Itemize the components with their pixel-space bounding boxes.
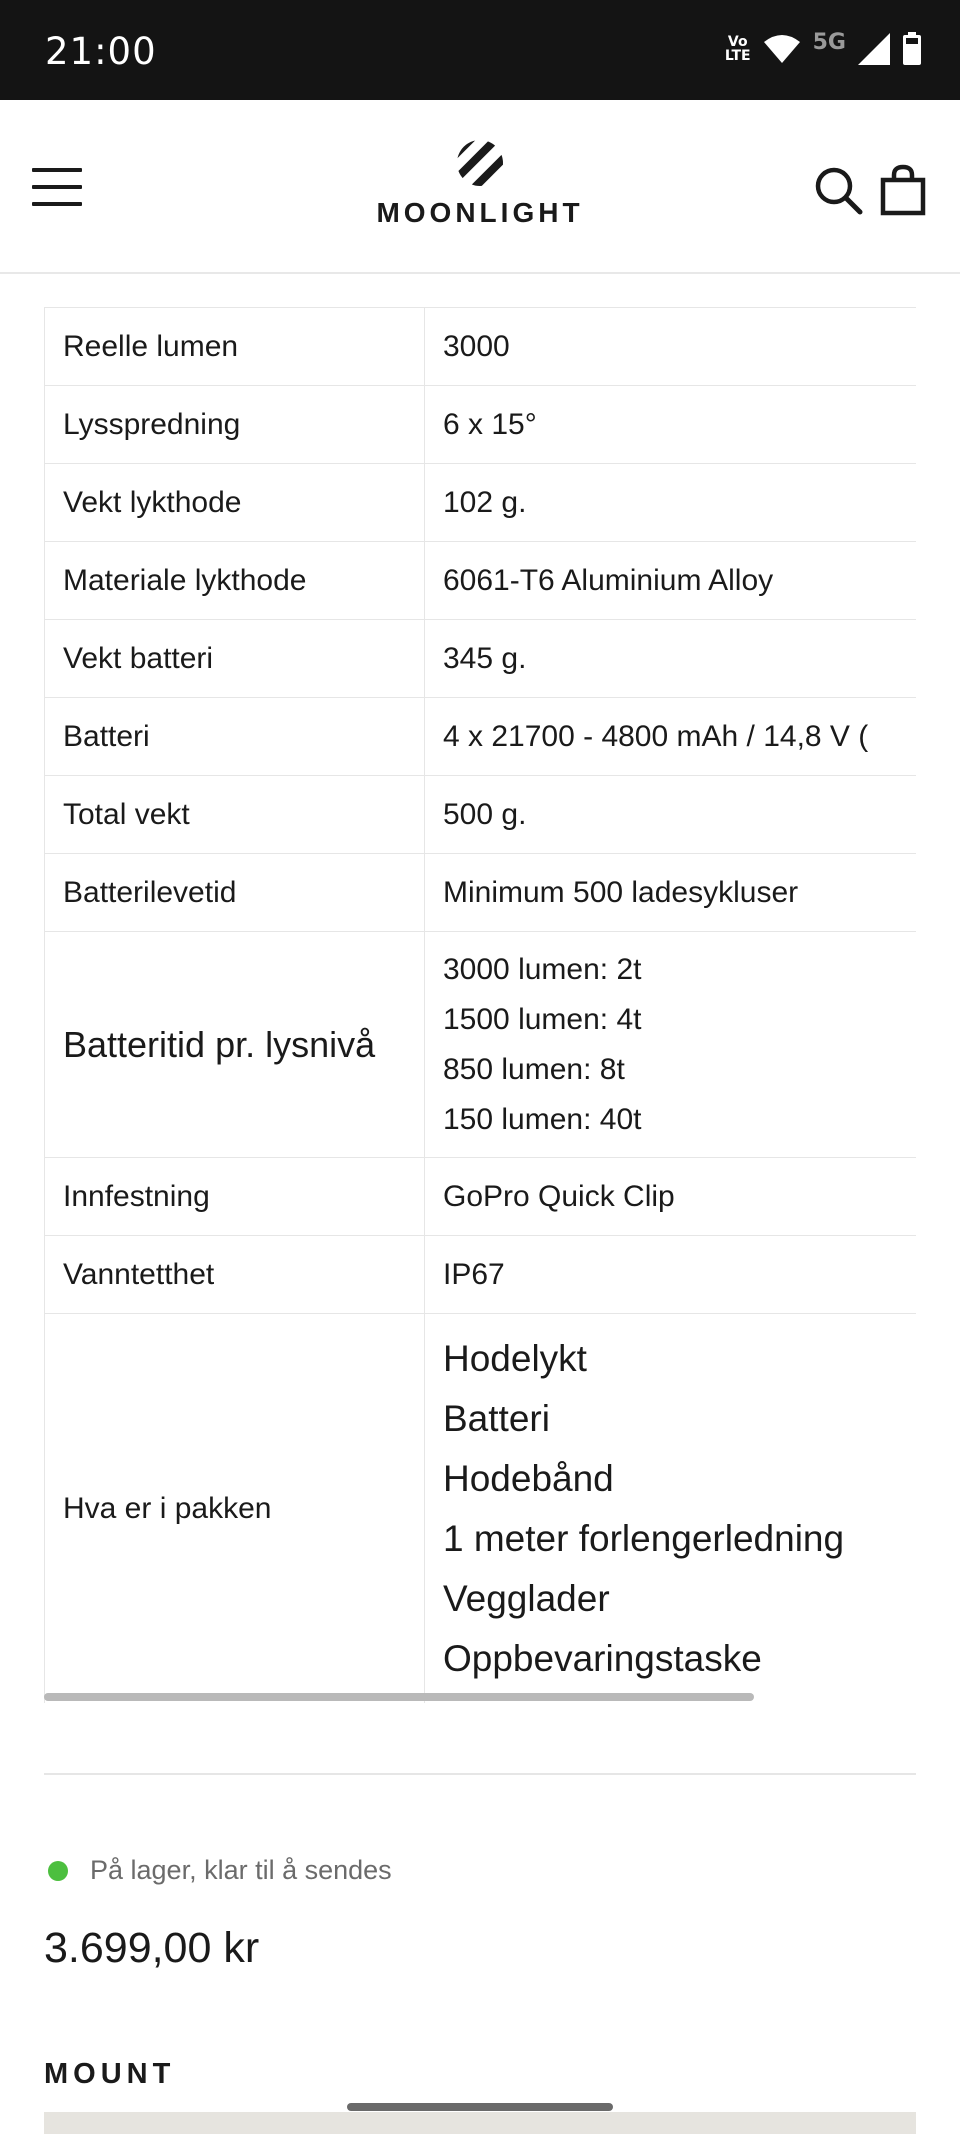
spec-value: IP67 bbox=[425, 1236, 917, 1314]
menu-icon-line bbox=[32, 168, 82, 172]
menu-button[interactable] bbox=[32, 168, 82, 208]
battery-icon bbox=[902, 32, 922, 66]
runtime-line: 150 lumen: 40t bbox=[443, 1102, 642, 1136]
site-header bbox=[0, 100, 960, 274]
mount-option-label: MOUNT bbox=[44, 2058, 176, 2090]
runtime-line: 850 lumen: 8t bbox=[443, 1052, 625, 1086]
runtime-line: 3000 lumen: 2t bbox=[443, 952, 642, 986]
in-stock-dot-icon bbox=[48, 1861, 68, 1881]
cart-icon bbox=[880, 164, 926, 216]
table-row bbox=[45, 386, 917, 464]
spec-value: 4 x 21700 - 4800 mAh / 14,8 V ( bbox=[425, 698, 917, 776]
volte-icon: Vo LTE bbox=[724, 34, 751, 64]
spec-value: 6061-T6 Aluminium Alloy bbox=[425, 542, 917, 620]
product-price: 3.699,00 kr bbox=[44, 1924, 260, 1972]
specs-table-container[interactable] bbox=[44, 307, 916, 1703]
logo-text: MOONLIGHT bbox=[376, 197, 584, 228]
spec-label: Innfestning bbox=[45, 1158, 425, 1236]
spec-label: Vekt lykthode bbox=[45, 464, 425, 542]
spec-value-package bbox=[425, 1314, 917, 1704]
home-indicator[interactable] bbox=[347, 2103, 613, 2111]
search-icon bbox=[814, 166, 864, 216]
stock-status bbox=[48, 1855, 392, 1886]
spec-label: Hva er i pakken bbox=[45, 1314, 425, 1704]
spec-value: 500 g. bbox=[425, 776, 917, 854]
section-divider bbox=[44, 1773, 916, 1775]
specs-table bbox=[44, 307, 916, 1703]
spec-label: Batteri bbox=[45, 698, 425, 776]
spec-value: 3000 bbox=[425, 308, 917, 386]
mount-option-select[interactable] bbox=[44, 2112, 916, 2134]
runtime-line: 1500 lumen: 4t bbox=[443, 1002, 642, 1036]
spec-label: Total vekt bbox=[45, 776, 425, 854]
table-row bbox=[45, 464, 917, 542]
package-item: Oppbevaringstaske bbox=[443, 1637, 762, 1679]
spec-value: 102 g. bbox=[425, 464, 917, 542]
wifi-icon bbox=[763, 34, 801, 64]
spec-value: GoPro Quick Clip bbox=[425, 1158, 917, 1236]
search-button[interactable] bbox=[814, 166, 864, 216]
status-bar bbox=[0, 0, 960, 100]
spec-label: Batteritid pr. lysnivå bbox=[45, 932, 425, 1158]
package-item: 1 meter forlengerledning bbox=[443, 1517, 845, 1559]
table-row-runtime bbox=[45, 932, 917, 1158]
spec-value: Minimum 500 ladesykluser bbox=[425, 854, 917, 932]
spec-label: Materiale lykthode bbox=[45, 542, 425, 620]
spec-label: Lysspredning bbox=[45, 386, 425, 464]
cart-button[interactable] bbox=[880, 164, 926, 216]
table-row bbox=[45, 698, 917, 776]
spec-label: Reelle lumen bbox=[45, 308, 425, 386]
table-horizontal-scrollbar[interactable] bbox=[44, 1693, 754, 1701]
package-item: Vegglader bbox=[443, 1577, 610, 1619]
spec-label: Vanntetthet bbox=[45, 1236, 425, 1314]
spec-value-runtime bbox=[425, 932, 917, 1158]
spec-label: Vekt batteri bbox=[45, 620, 425, 698]
cellular-signal-icon bbox=[858, 33, 890, 65]
spec-label: Batterilevetid bbox=[45, 854, 425, 932]
menu-icon-line bbox=[32, 202, 82, 206]
table-row bbox=[45, 1158, 917, 1236]
network-type-label: 5G bbox=[812, 29, 846, 55]
table-row bbox=[45, 776, 917, 854]
package-item: Hodelykt bbox=[443, 1337, 587, 1379]
logo[interactable] bbox=[360, 138, 600, 229]
table-row bbox=[45, 620, 917, 698]
table-row bbox=[45, 854, 917, 932]
menu-icon-line bbox=[32, 185, 82, 189]
spec-value: 345 g. bbox=[425, 620, 917, 698]
package-item: Batteri bbox=[443, 1397, 550, 1439]
table-row bbox=[45, 1236, 917, 1314]
logo-mark-icon bbox=[455, 138, 505, 188]
package-item: Hodebånd bbox=[443, 1457, 614, 1499]
table-row bbox=[45, 542, 917, 620]
status-time: 21:00 bbox=[45, 30, 157, 73]
table-row-package bbox=[45, 1314, 917, 1704]
spec-value: 6 x 15° bbox=[425, 386, 917, 464]
status-icons bbox=[724, 29, 922, 66]
table-row bbox=[45, 308, 917, 386]
stock-status-text: På lager, klar til å sendes bbox=[90, 1855, 392, 1885]
